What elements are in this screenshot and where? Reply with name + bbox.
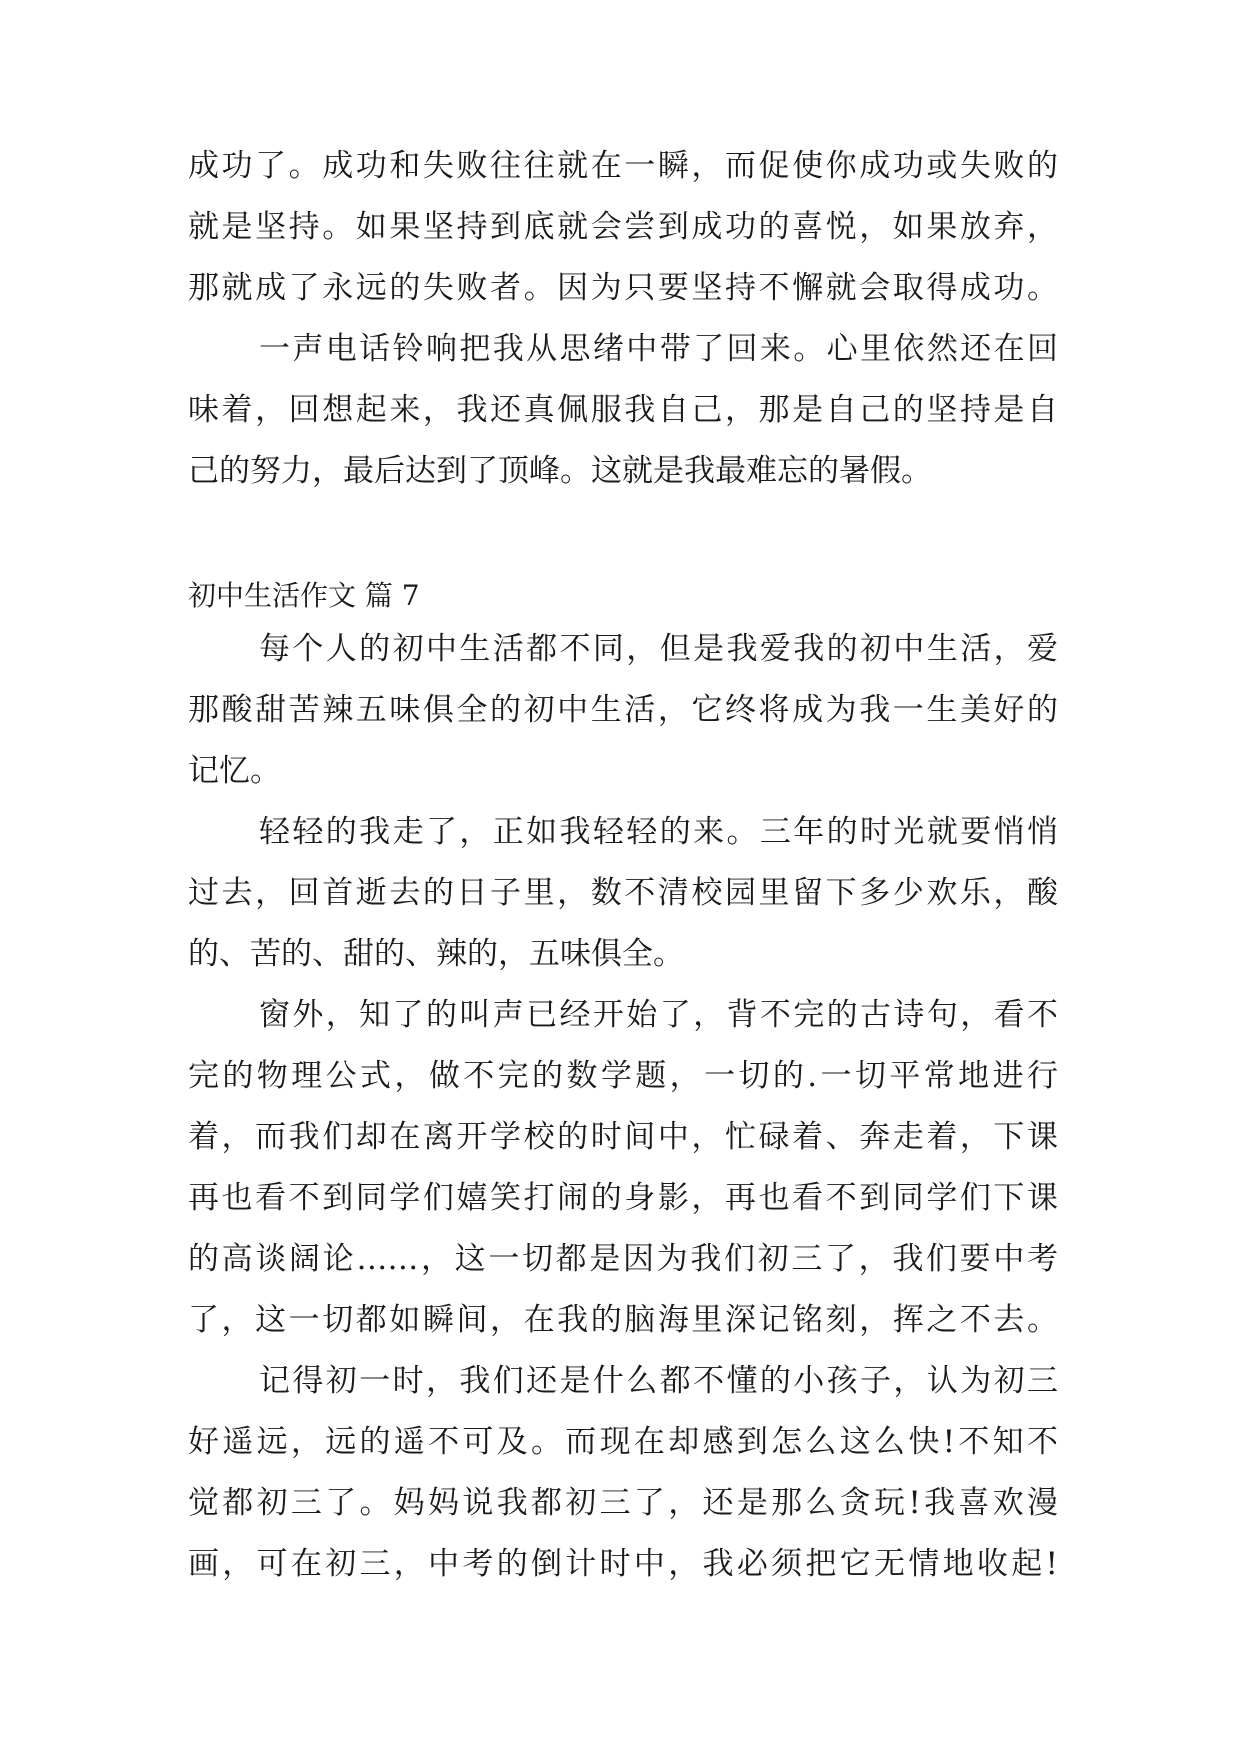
paragraph-line: 画，可在初三，中考的倒计时中，我必须把它无情地收起! xyxy=(188,1546,1058,1582)
paragraph-line: 轻轻的我走了，正如我轻轻的来。三年的时光就要悄悄 xyxy=(259,814,1058,850)
paragraph-line: 着，而我们却在离开学校的时间中，忙碌着、奔走着，下课 xyxy=(188,1119,1058,1155)
paragraph-line: 那酸甜苦辣五味俱全的初中生活，它终将成为我一生美好的 xyxy=(188,692,1058,728)
paragraph-line: 那就成了永远的失败者。因为只要坚持不懈就会取得成功。 xyxy=(188,270,1058,306)
paragraph-line: 再也看不到同学们嬉笑打闹的身影，再也看不到同学们下课 xyxy=(188,1180,1058,1216)
paragraph-line: 好遥远，远的遥不可及。而现在却感到怎么这么快!不知不 xyxy=(188,1424,1058,1460)
paragraph-line: 味着，回想起来，我还真佩服我自己，那是自己的坚持是自 xyxy=(188,392,1058,428)
section-heading-text: 初中生活作文 篇 7 xyxy=(188,579,420,612)
section-text-block xyxy=(188,619,1058,1595)
paragraph-line: 一声电话铃响把我从思绪中带了回来。心里依然还在回 xyxy=(259,331,1058,367)
paragraph-line: 过去，回首逝去的日子里，数不清校园里留下多少欢乐，酸 xyxy=(188,875,1058,911)
paragraph-line: 窗外，知了的叫声已经开始了，背不完的古诗句，看不 xyxy=(259,997,1058,1033)
paragraph-line: 完的物理公式，做不完的数学题，一切的.一切平常地进行 xyxy=(188,1058,1058,1094)
paragraph-line: 觉都初三了。妈妈说我都初三了，还是那么贪玩!我喜欢漫 xyxy=(188,1485,1058,1521)
paragraph-line: 记忆。 xyxy=(188,753,281,789)
paragraph-line: 每个人的初中生活都不同，但是我爱我的初中生活，爱 xyxy=(259,631,1058,667)
paragraph-line: 的、苦的、甜的、辣的，五味俱全。 xyxy=(188,936,684,972)
paragraph-line: 了，这一切都如瞬间，在我的脑海里深记铭刻，挥之不去。 xyxy=(188,1302,1058,1338)
section-heading xyxy=(188,565,1058,626)
paragraph-line: 记得初一时，我们还是什么都不懂的小孩子，认为初三 xyxy=(259,1363,1058,1399)
top-text-block xyxy=(188,136,1058,502)
paragraph-line: 的高谈阔论……，这一切都是因为我们初三了，我们要中考 xyxy=(188,1241,1058,1277)
paragraph-line: 己的努力，最后达到了顶峰。这就是我最难忘的暑假。 xyxy=(188,453,932,489)
paragraph-line: 成功了。成功和失败往往就在一瞬，而促使你成功或失败的 xyxy=(188,148,1058,184)
paragraph-line: 就是坚持。如果坚持到底就会尝到成功的喜悦，如果放弃， xyxy=(188,209,1058,245)
